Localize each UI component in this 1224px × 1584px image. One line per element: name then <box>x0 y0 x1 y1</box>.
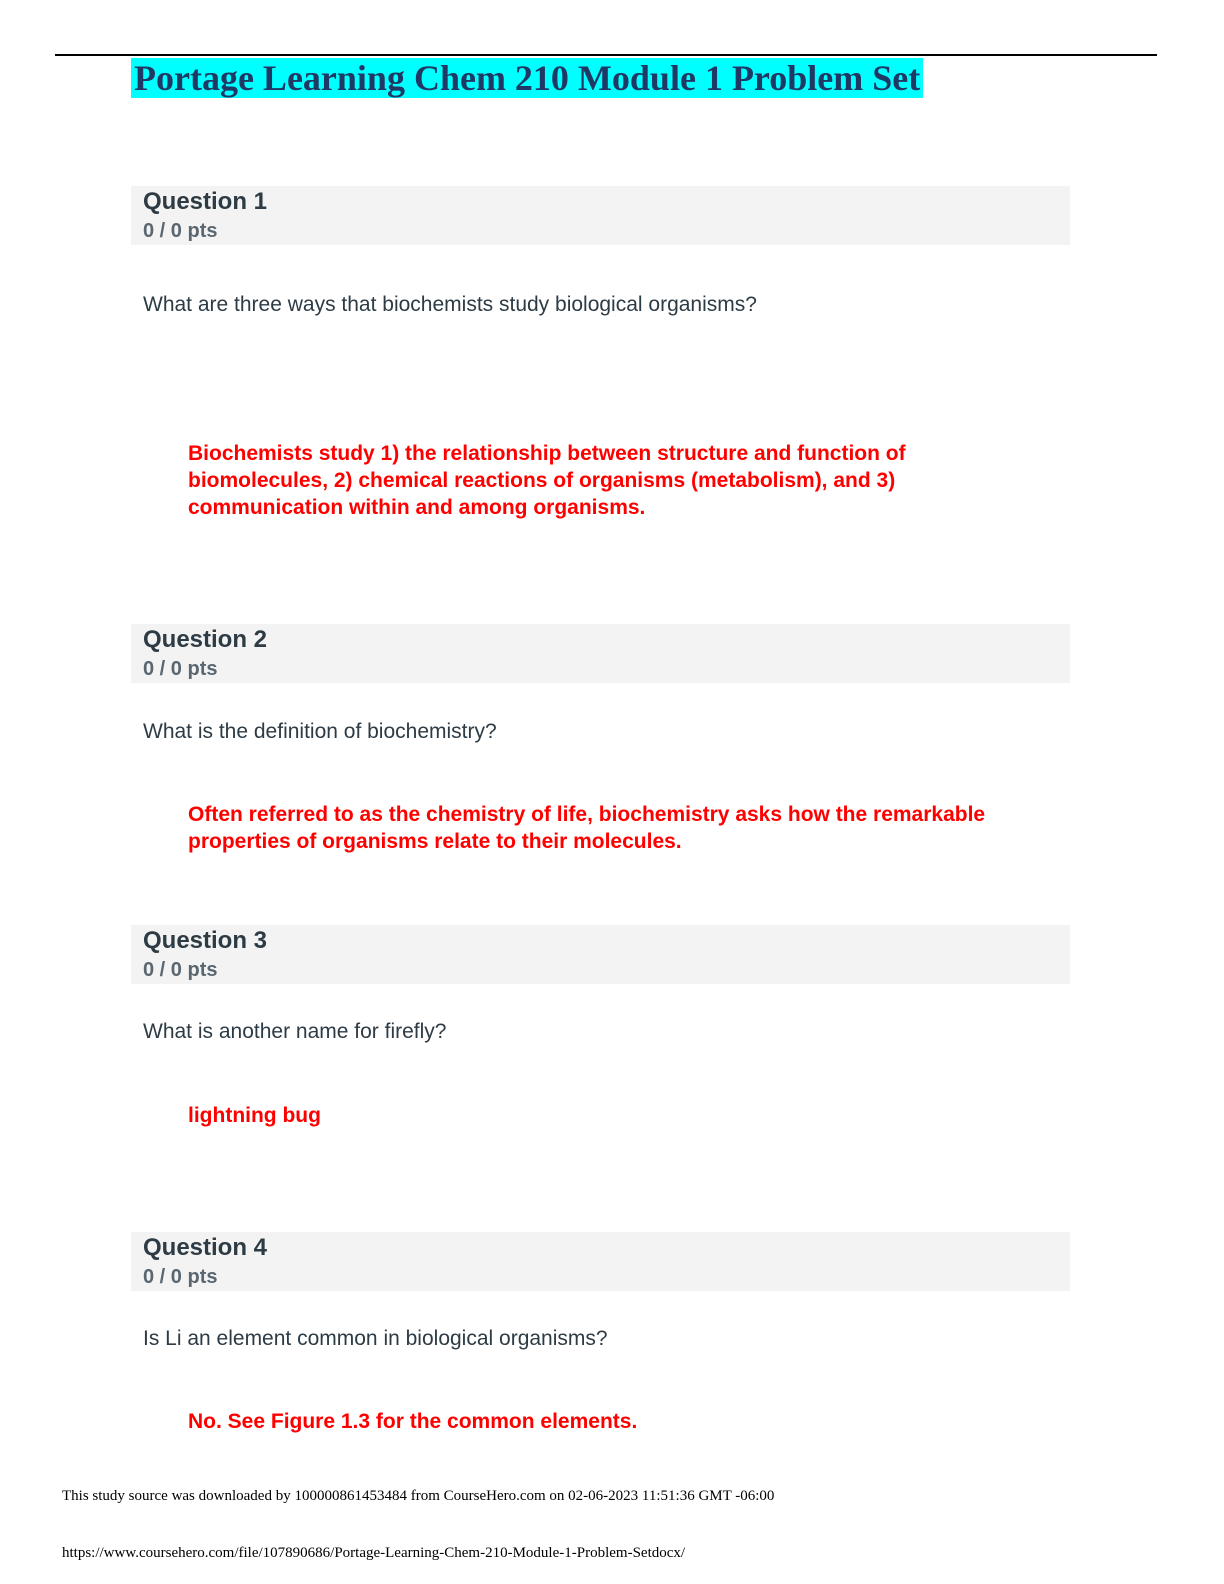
question-1-title: Question 1 <box>143 188 268 215</box>
question-3-text: What is another name for firefly? <box>143 1020 447 1043</box>
question-1-header <box>131 186 1070 245</box>
question-4-points: 0 / 0 pts <box>143 1266 218 1288</box>
top-rule <box>55 54 1157 56</box>
question-4-text: Is Li an element common in biological organisms? <box>143 1327 608 1350</box>
document-title: Portage Learning Chem 210 Module 1 Problem Set <box>131 58 923 98</box>
question-1-answer: Biochemists study 1) the relationship between structure and function of biomolecules, 2) chemical reactions of organisms (metabolism), and 3) communication within and among organisms. <box>188 442 906 519</box>
question-3-points: 0 / 0 pts <box>143 959 218 981</box>
question-3-title: Question 3 <box>143 927 268 954</box>
question-3-answer: lightning bug <box>188 1104 321 1127</box>
question-4-header <box>131 1232 1070 1291</box>
question-2-answer: Often referred to as the chemistry of life, biochemistry asks how the remarkable properties of organisms relate to their molecules. <box>188 803 986 853</box>
question-4-answer: No. See Figure 1.3 for the common elements. <box>188 1410 638 1433</box>
question-3-header <box>131 925 1070 984</box>
question-2-points: 0 / 0 pts <box>143 658 218 680</box>
question-1-text: What are three ways that biochemists study biological organisms? <box>143 293 757 316</box>
question-2-title: Question 2 <box>143 626 268 653</box>
question-4-title: Question 4 <box>143 1234 268 1261</box>
question-1-points: 0 / 0 pts <box>143 220 218 242</box>
question-2-header <box>131 624 1070 683</box>
question-2-text: What is the definition of biochemistry? <box>143 720 497 743</box>
footer-source-note: This study source was downloaded by 100000861453484 from CourseHero.com on 02-06-2023 11:51:36 GMT -06:00 <box>62 1488 775 1504</box>
footer-url[interactable]: https://www.coursehero.com/file/107890686/Portage-Learning-Chem-210-Module-1-Problem-Setdocx/ <box>62 1545 686 1561</box>
